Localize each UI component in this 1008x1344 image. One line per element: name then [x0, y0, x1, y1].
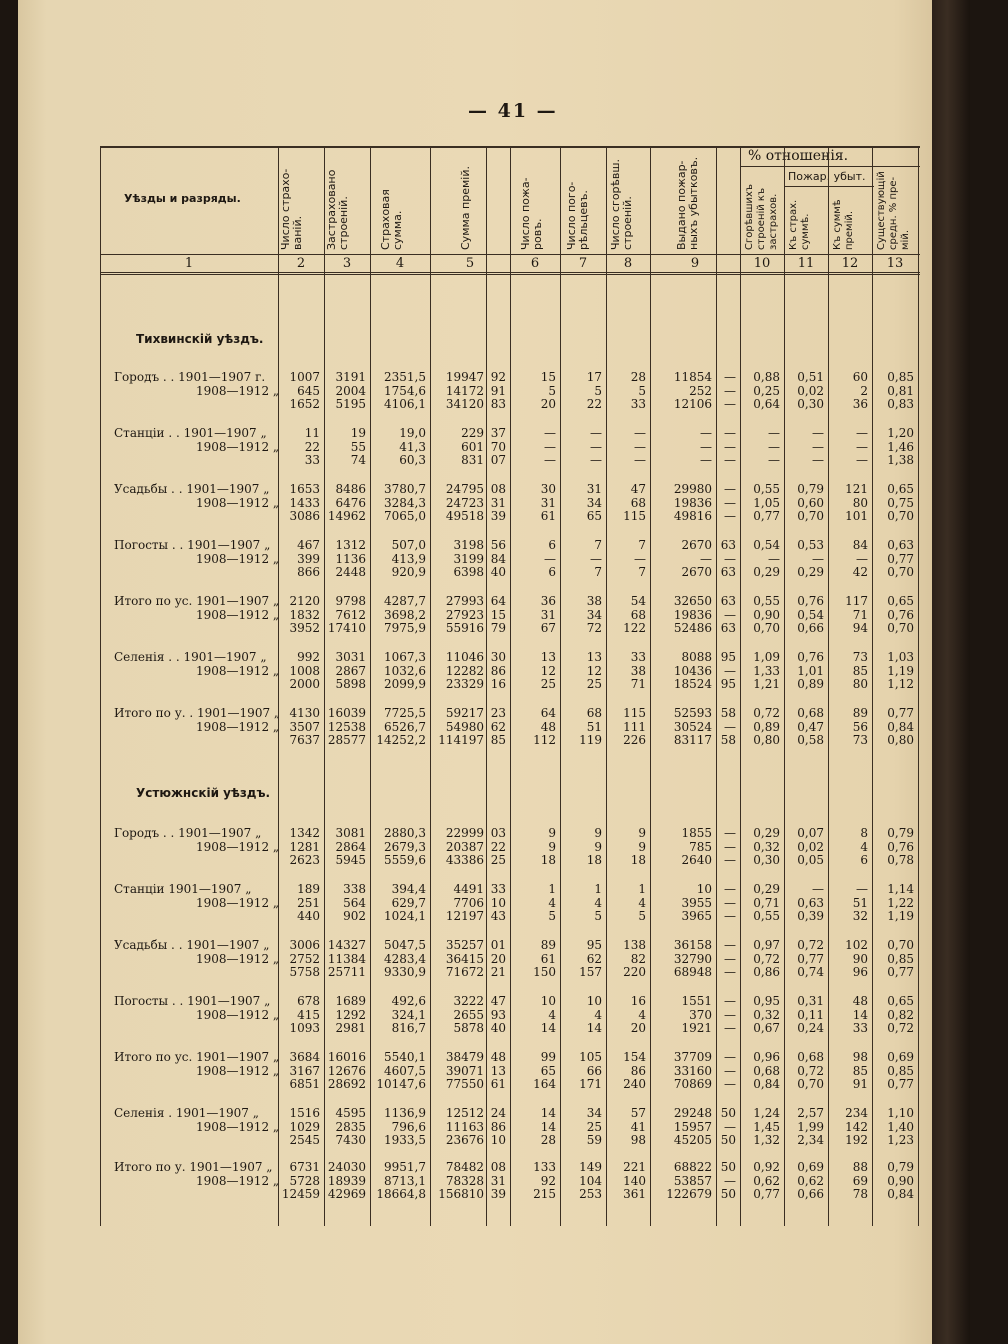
data-cell: 0,29 0,71 0,55 [753, 882, 780, 924]
data-cell: 64 48 112 [533, 706, 556, 748]
data-cell: 229 601 831 [461, 426, 484, 468]
data-cell: 50 — 50 [720, 1106, 736, 1148]
data-cell: — 0,63 0,39 [797, 882, 824, 924]
page-edge [932, 0, 970, 1344]
column-number: 4 [395, 256, 405, 271]
data-cell: 37 70 07 [490, 426, 506, 468]
data-cell: 60 2 36 [852, 370, 868, 412]
data-cell: 0,65 0,76 0,70 [887, 594, 914, 636]
data-cell: 56 84 40 [490, 538, 506, 580]
data-cell: — — — [590, 426, 602, 468]
data-cell: 52593 30524 83117 [673, 706, 712, 748]
row-label: Погосты . . 1901—1907 „ [114, 994, 271, 1008]
data-cell: 1551 370 1921 [681, 994, 712, 1036]
data-cell: 0,92 0,62 0,77 [753, 1160, 780, 1202]
data-cell: 7 — 7 [590, 538, 602, 580]
row-label: Селенія . 1901—1907 „ [114, 1106, 259, 1120]
data-cell: 38 34 72 [586, 594, 602, 636]
data-cell: — — — [724, 1050, 736, 1092]
data-cell: 89 56 73 [852, 706, 868, 748]
row-label: 1908—1912 „ [196, 440, 280, 454]
data-cell: 48 14 33 [852, 994, 868, 1036]
row-label: Итого по ус. 1901—1907 „ [114, 594, 280, 608]
data-cell: 17 5 22 [586, 370, 602, 412]
data-cell: 10 4 14 [586, 994, 602, 1036]
data-cell: 8486 6476 14962 [327, 482, 366, 524]
header-buildings: Застраховано строеній. [325, 169, 350, 250]
data-cell: 105 66 171 [579, 1050, 602, 1092]
data-cell: 0,53 — 0,29 [797, 538, 824, 580]
data-cell: 6 — 6 [544, 538, 556, 580]
data-cell: 1,20 1,46 1,38 [887, 426, 914, 468]
data-cell: 11046 12282 23329 [445, 650, 484, 692]
data-cell: 0,65 0,82 0,72 [887, 994, 914, 1036]
data-cell: 92 91 83 [490, 370, 506, 412]
data-cell: 0,68 0,72 0,70 [797, 1050, 824, 1092]
data-cell: 5540,1 4607,5 10147,6 [376, 1050, 426, 1092]
row-label: Станціи 1901—1907 „ [114, 882, 252, 896]
data-cell: 3031 2867 5898 [335, 650, 366, 692]
column-number: 5 [465, 256, 475, 271]
data-cell: 0,72 0,89 0,80 [753, 706, 780, 748]
header-insurances: Число страхо- ваній. [279, 168, 304, 250]
data-cell: 4491 7706 12197 [445, 882, 484, 924]
data-cell: 3780,7 3284,3 7065,0 [384, 482, 426, 524]
data-cell: 48 13 61 [490, 1050, 506, 1092]
data-cell: — — — [724, 426, 736, 468]
header-avg-premium: Существующій средн. % пре- мій. [876, 171, 911, 250]
data-cell: 3684 3167 6851 [289, 1050, 320, 1092]
data-cell: 0,55 0,90 0,70 [753, 594, 780, 636]
header-burned: Число сгорѣвш. строеній. [609, 159, 634, 250]
data-cell: 59217 54980 114197 [438, 706, 484, 748]
data-cell: 3006 2752 5758 [289, 938, 320, 980]
data-cell: — — — [724, 882, 736, 924]
data-cell: 1,09 1,33 1,21 [753, 650, 780, 692]
data-cell: 1007 645 1652 [289, 370, 320, 412]
data-cell: 4287,7 3698,2 7975,9 [384, 594, 426, 636]
data-cell: 2120 1832 3952 [289, 594, 320, 636]
column-number: 1 [184, 256, 194, 271]
data-cell: 0,76 1,01 0,89 [797, 650, 824, 692]
data-cell: 19 55 74 [350, 426, 366, 468]
data-cell: 0,54 — 0,29 [753, 538, 780, 580]
data-cell: 338 564 902 [343, 882, 366, 924]
data-cell: 0,79 0,60 0,70 [797, 482, 824, 524]
data-cell: 30 31 61 [540, 482, 556, 524]
data-cell: — — — [634, 426, 646, 468]
data-cell: 133 92 215 [533, 1160, 556, 1202]
header-to-premiums: Къ суммѣ премій. [832, 199, 855, 250]
data-cell: 33 10 43 [490, 882, 506, 924]
data-cell: 11 22 33 [304, 426, 320, 468]
data-cell: 1,10 1,40 1,23 [887, 1106, 914, 1148]
data-cell: 9 9 18 [540, 826, 556, 868]
data-cell: 31 34 65 [586, 482, 602, 524]
column-number: 9 [690, 256, 700, 271]
insurance-table [100, 146, 920, 1226]
data-cell: 24795 24723 49518 [445, 482, 484, 524]
row-label: Городъ . . 1901—1907 „ [114, 826, 262, 840]
data-cell: 13 12 25 [586, 650, 602, 692]
data-cell: 4595 2835 7430 [335, 1106, 366, 1148]
data-cell: 38479 39071 77550 [445, 1050, 484, 1092]
data-cell: 0,77 0,84 0,80 [887, 706, 914, 748]
row-label: 1908—1912 „ [196, 552, 280, 566]
data-cell: 29980 19836 49816 [673, 482, 712, 524]
column-number: 12 [841, 256, 859, 271]
row-label: 1908—1912 „ [196, 608, 280, 622]
data-cell: 9798 7612 17410 [327, 594, 366, 636]
data-cell: 11854 252 12106 [673, 370, 712, 412]
section-title: Устюжнскій уѣздъ. [136, 786, 271, 800]
row-label: Усадьбы . . 1901—1907 „ [114, 482, 270, 496]
column-number: 13 [886, 256, 904, 271]
data-cell: 0,07 0,02 0,05 [797, 826, 824, 868]
data-cell: 68822 53857 122679 [666, 1160, 712, 1202]
data-cell: 1136,9 796,6 1933,5 [384, 1106, 426, 1148]
data-cell: — — — [724, 370, 736, 412]
data-cell: 0,55 1,05 0,77 [753, 482, 780, 524]
header-fire-losses: Пожар. убыт. [788, 170, 866, 183]
data-cell: 154 86 240 [623, 1050, 646, 1092]
data-cell: 78482 78328 156810 [438, 1160, 484, 1202]
data-cell: 29248 15957 45205 [673, 1106, 712, 1148]
data-cell: 47 68 115 [623, 482, 646, 524]
data-cell: 1 4 5 [638, 882, 646, 924]
data-cell: 32650 19836 52486 [673, 594, 712, 636]
data-cell: — — — [768, 426, 780, 468]
header-sum: Страховая сумма. [379, 189, 404, 250]
data-cell: 492,6 324,1 816,7 [391, 994, 426, 1036]
data-cell: 99 65 164 [533, 1050, 556, 1092]
row-label: 1908—1912 „ [196, 1008, 280, 1022]
data-cell: 7725,5 6526,7 14252,2 [376, 706, 426, 748]
data-cell: 2670 — 2670 [681, 538, 712, 580]
data-cell: 1312 1136 2448 [335, 538, 366, 580]
data-cell: — — — [724, 994, 736, 1036]
data-cell: 138 82 220 [623, 938, 646, 980]
row-label: Итого по у. . 1901—1907 „ [114, 706, 281, 720]
data-cell: 2880,3 2679,3 5559,6 [384, 826, 426, 868]
data-cell: 89 61 150 [533, 938, 556, 980]
data-cell: 30 86 16 [490, 650, 506, 692]
data-cell: — — — [724, 482, 736, 524]
data-cell: 73 85 80 [852, 650, 868, 692]
data-cell: 03 22 25 [490, 826, 506, 868]
data-cell: 16 4 20 [630, 994, 646, 1036]
row-label: Усадьбы . . 1901—1907 „ [114, 938, 270, 952]
data-cell: 64 15 79 [490, 594, 506, 636]
data-cell: 117 71 94 [845, 594, 868, 636]
data-cell: 0,85 0,81 0,83 [887, 370, 914, 412]
data-cell: 24030 18939 42969 [327, 1160, 366, 1202]
data-cell: 1,03 1,19 1,12 [887, 650, 914, 692]
data-cell: 0,70 0,85 0,77 [887, 938, 914, 980]
data-cell: 24 86 10 [490, 1106, 506, 1148]
row-label: 1908—1912 „ [196, 896, 280, 910]
data-cell: 2351,5 1754,6 4106,1 [384, 370, 426, 412]
data-cell: 58 — 58 [720, 706, 736, 748]
data-cell: 0,79 0,76 0,78 [887, 826, 914, 868]
data-cell: — — — [856, 426, 868, 468]
data-cell: 3081 2864 5945 [335, 826, 366, 868]
data-cell: 27993 27923 55916 [445, 594, 484, 636]
data-cell: 19,0 41,3 60,3 [399, 426, 426, 468]
header-premiums: Сумма премій. [459, 166, 472, 250]
column-number: 2 [296, 256, 306, 271]
data-cell: 9951,7 8713,1 18664,8 [376, 1160, 426, 1202]
data-cell: 9 9 18 [586, 826, 602, 868]
data-cell: 8 4 6 [860, 826, 868, 868]
data-cell: 0,31 0,11 0,24 [797, 994, 824, 1036]
data-cell: 15 5 20 [540, 370, 556, 412]
data-cell: 0,69 0,85 0,77 [887, 1050, 914, 1092]
data-cell: 3198 3199 6398 [453, 538, 484, 580]
data-cell: 0,63 0,77 0,70 [887, 538, 914, 580]
data-cell: — — — [812, 426, 824, 468]
data-cell: 50 — 50 [720, 1160, 736, 1202]
data-cell: 2,57 1,99 2,34 [797, 1106, 824, 1148]
data-cell: 3191 2004 5195 [335, 370, 366, 412]
data-cell: 3222 2655 5878 [453, 994, 484, 1036]
data-cell: 12512 11163 23676 [445, 1106, 484, 1148]
data-cell: 0,69 0,62 0,66 [797, 1160, 824, 1202]
data-cell: 35257 36415 71672 [445, 938, 484, 980]
data-cell: 10 4 14 [540, 994, 556, 1036]
header-losses: Выдано пожар- ныхъ убытковъ. [675, 156, 700, 250]
column-number: 8 [623, 256, 633, 271]
data-cell: 88 69 78 [852, 1160, 868, 1202]
data-cell: 16016 12676 28692 [327, 1050, 366, 1092]
data-cell: 10 3955 3965 [681, 882, 712, 924]
data-cell: 13 12 25 [540, 650, 556, 692]
data-cell: 08 31 39 [490, 482, 506, 524]
data-cell: 16039 12538 28577 [327, 706, 366, 748]
data-cell: 0,68 0,47 0,58 [797, 706, 824, 748]
data-cell: 84 — 42 [852, 538, 868, 580]
data-cell: — — — [724, 938, 736, 980]
column-number: 10 [753, 256, 771, 271]
data-cell: 08 31 39 [490, 1160, 506, 1202]
row-label: Погосты . . 1901—1907 „ [114, 538, 271, 552]
data-cell: 0,72 0,77 0,74 [797, 938, 824, 980]
data-cell: 189 251 440 [297, 882, 320, 924]
data-cell: 34 25 59 [586, 1106, 602, 1148]
data-cell: 1689 1292 2981 [335, 994, 366, 1036]
header-percent: % отношенія. [748, 148, 849, 164]
data-cell: 0,88 0,25 0,64 [753, 370, 780, 412]
data-cell: 1342 1281 2623 [289, 826, 320, 868]
data-cell: 678 415 1093 [289, 994, 320, 1036]
data-cell: 14 14 28 [540, 1106, 556, 1148]
data-cell: 1 4 5 [548, 882, 556, 924]
data-cell: 467 399 866 [297, 538, 320, 580]
data-cell: 14327 11384 25711 [327, 938, 366, 980]
data-cell: 992 1008 2000 [289, 650, 320, 692]
header-districts: Уѣзды и разряды. [124, 192, 241, 205]
header-fires: Число пожа- ровъ. [519, 177, 544, 250]
column-number: 11 [797, 256, 815, 271]
data-cell: 57 41 98 [630, 1106, 646, 1148]
data-cell: 22999 20387 43386 [445, 826, 484, 868]
data-cell: 36158 32790 68948 [673, 938, 712, 980]
data-cell: 234 142 192 [845, 1106, 868, 1148]
data-cell: 19947 14172 34120 [445, 370, 484, 412]
data-cell: 1067,3 1032,6 2099,9 [384, 650, 426, 692]
data-cell: 507,0 413,9 920,9 [391, 538, 426, 580]
data-cell: 6731 5728 12459 [281, 1160, 320, 1202]
data-cell: 0,96 0,68 0,84 [753, 1050, 780, 1092]
row-label: Городъ . . 1901—1907 г. [114, 370, 266, 384]
data-cell: 63 — 63 [720, 594, 736, 636]
section-title: Тихвинскій уѣздъ. [136, 332, 264, 346]
row-label: 1908—1912 „ [196, 1120, 280, 1134]
data-cell: 102 90 96 [845, 938, 868, 980]
header-to-sum: Къ страх. суммѣ. [788, 199, 811, 250]
data-cell: 0,95 0,32 0,67 [753, 994, 780, 1036]
data-cell: 8088 10436 18524 [673, 650, 712, 692]
data-cell: — — — [544, 426, 556, 468]
data-cell: 36 31 67 [540, 594, 556, 636]
data-cell: 1,24 1,45 1,32 [753, 1106, 780, 1148]
data-cell: 23 62 85 [490, 706, 506, 748]
data-cell: 121 80 101 [845, 482, 868, 524]
column-number: 6 [530, 256, 540, 271]
data-cell: 1,14 1,22 1,19 [887, 882, 914, 924]
data-cell: 37709 33160 70869 [673, 1050, 712, 1092]
column-number: 3 [342, 256, 352, 271]
row-label: 1908—1912 „ [196, 1064, 280, 1078]
data-cell: 54 68 122 [623, 594, 646, 636]
data-cell: 28 5 33 [630, 370, 646, 412]
data-cell: 0,29 0,32 0,30 [753, 826, 780, 868]
data-cell: 95 — 95 [720, 650, 736, 692]
data-cell: 4130 3507 7637 [289, 706, 320, 748]
book-page [18, 0, 970, 1344]
data-cell: 1855 785 2640 [681, 826, 712, 868]
row-label: 1908—1912 „ [196, 496, 280, 510]
data-cell: 0,97 0,72 0,86 [753, 938, 780, 980]
data-cell: 63 — 63 [720, 538, 736, 580]
data-cell: 9 9 18 [630, 826, 646, 868]
data-cell: 0,76 0,54 0,66 [797, 594, 824, 636]
data-cell: 95 62 157 [579, 938, 602, 980]
row-label: 1908—1912 „ [196, 720, 280, 734]
data-cell: — 51 32 [852, 882, 868, 924]
row-label: 1908—1912 „ [196, 384, 280, 398]
data-cell: 68 51 119 [579, 706, 602, 748]
data-cell: 221 140 361 [623, 1160, 646, 1202]
row-label: Станціи . . 1901—1907 „ [114, 426, 267, 440]
row-label: Итого по у. 1901—1907 „ [114, 1160, 273, 1174]
data-cell: 5047,5 4283,4 9330,9 [384, 938, 426, 980]
data-cell: — — — [700, 426, 712, 468]
header-burned-pct: Сгорѣвшихъ строеній къ застрахов. [744, 184, 779, 250]
row-label: Итого по ус. 1901—1907 „ [114, 1050, 280, 1064]
data-cell: 115 111 226 [623, 706, 646, 748]
row-label: 1908—1912 „ [196, 664, 280, 678]
data-cell: 47 93 40 [490, 994, 506, 1036]
column-number: 7 [578, 256, 588, 271]
data-cell: 1653 1433 3086 [289, 482, 320, 524]
row-label: Селенія . . 1901—1907 „ [114, 650, 267, 664]
data-cell: 98 85 91 [852, 1050, 868, 1092]
row-label: 1908—1912 „ [196, 1174, 280, 1188]
row-label: 1908—1912 „ [196, 840, 280, 854]
data-cell: 0,65 0,75 0,70 [887, 482, 914, 524]
page-number: — 41 — [468, 100, 558, 122]
data-cell: 0,51 0,02 0,30 [797, 370, 824, 412]
data-cell: 149 104 253 [579, 1160, 602, 1202]
data-cell: 1516 1029 2545 [289, 1106, 320, 1148]
data-cell: 394,4 629,7 1024,1 [384, 882, 426, 924]
row-label: 1908—1912 „ [196, 952, 280, 966]
data-cell: 33 38 71 [630, 650, 646, 692]
data-cell: 1 4 5 [594, 882, 602, 924]
data-cell: 01 20 21 [490, 938, 506, 980]
data-cell: 0,79 0,90 0,84 [887, 1160, 914, 1202]
data-cell: — — — [724, 826, 736, 868]
header-victims: Число пого- рѣльцевъ. [565, 181, 590, 250]
data-cell: 7 — 7 [634, 538, 646, 580]
